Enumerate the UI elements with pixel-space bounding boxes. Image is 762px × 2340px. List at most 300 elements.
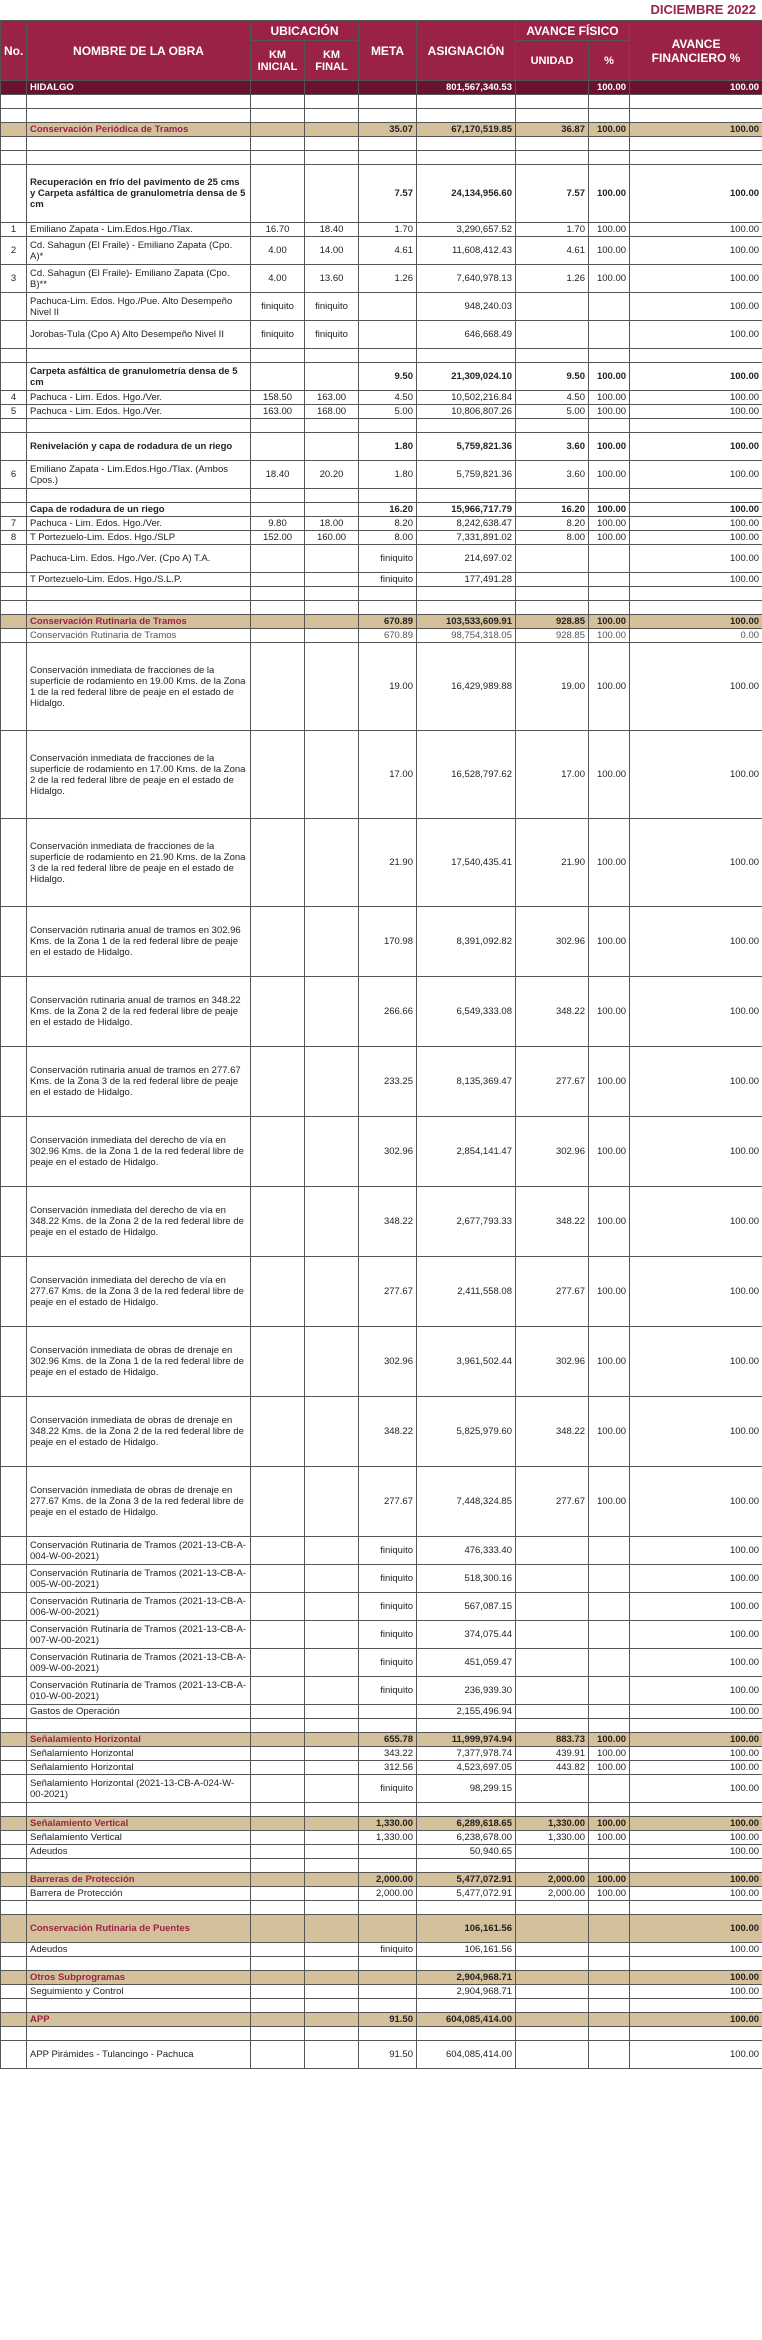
cell-km-final: [305, 109, 359, 123]
cell-nombre: T Portezuelo-Lim. Edos. Hgo./SLP: [27, 531, 251, 545]
cell-nombre: Pachuca - Lim. Edos. Hgo./Ver.: [27, 391, 251, 405]
cell-nombre: [27, 1957, 251, 1971]
cell-asignacion: 7,448,324.85: [417, 1467, 516, 1537]
cell-km-inicial: finiquito: [251, 293, 305, 321]
cell-meta: [359, 1957, 417, 1971]
cell-unidad: 1.26: [516, 265, 589, 293]
cell-meta: 655.78: [359, 1733, 417, 1747]
cell-asignacion: 5,477,072.91: [417, 1887, 516, 1901]
cell-unidad: [516, 1943, 589, 1957]
cell-no: [1, 433, 27, 461]
cell-asignacion: 7,640,978.13: [417, 265, 516, 293]
cell-km-final: [305, 81, 359, 95]
cell-no: [1, 363, 27, 391]
cell-nombre: Conservación inmediata de fracciones de la superficie de rodamiento en 17.00 Kms. de la Zona 2 de la red federal libre de peaje en el estado de Hidalgo.: [27, 731, 251, 819]
cell-km-inicial: [251, 419, 305, 433]
cell-km-inicial: [251, 819, 305, 907]
cell-asignacion: 10,502,216.84: [417, 391, 516, 405]
cell-avance-financiero: [630, 349, 762, 363]
cell-no: [1, 1873, 27, 1887]
cell-km-final: [305, 1719, 359, 1733]
cell-no: [1, 1761, 27, 1775]
cell-unidad: [516, 2041, 589, 2069]
cell-km-inicial: 163.00: [251, 405, 305, 419]
cell-km-inicial: [251, 1705, 305, 1719]
cell-km-final: [305, 123, 359, 137]
cell-km-final: [305, 1817, 359, 1831]
cell-unidad: [516, 349, 589, 363]
cell-asignacion: 11,608,412.43: [417, 237, 516, 265]
cell-pct: [589, 349, 630, 363]
cell-no: [1, 1999, 27, 2013]
cell-asignacion: [417, 1901, 516, 1915]
cell-pct: [589, 321, 630, 349]
cell-nombre: Gastos de Operación: [27, 1705, 251, 1719]
cell-pct: [589, 1859, 630, 1873]
cell-pct: [589, 1971, 630, 1985]
cell-avance-financiero: 100.00: [630, 2041, 762, 2069]
cell-meta: [359, 109, 417, 123]
table-row: [1, 123, 762, 137]
cell-km-inicial: [251, 1803, 305, 1817]
cell-km-final: [305, 1327, 359, 1397]
cell-meta: 4.50: [359, 391, 417, 405]
table-row: [1, 587, 762, 601]
table-row: [1, 1803, 762, 1817]
cell-km-inicial: [251, 433, 305, 461]
cell-avance-financiero: 100.00: [630, 1537, 762, 1565]
cell-no: [1, 2041, 27, 2069]
cell-km-final: [305, 1915, 359, 1943]
cell-asignacion: 2,904,968.71: [417, 1985, 516, 1999]
cell-meta: 277.67: [359, 1257, 417, 1327]
table-row: [1, 1719, 762, 1733]
cell-nombre: Conservación inmediata de fracciones de la superficie de rodamiento en 21.90 Kms. de la Zona 3 de la red federal libre de peaje en el estado de Hidalgo.: [27, 819, 251, 907]
cell-pct: 100.00: [589, 1117, 630, 1187]
cell-unidad: 443.82: [516, 1761, 589, 1775]
cell-km-final: [305, 545, 359, 573]
cell-meta: [359, 1803, 417, 1817]
cell-avance-financiero: 100.00: [630, 1817, 762, 1831]
cell-meta: 348.22: [359, 1397, 417, 1467]
cell-unidad: [516, 137, 589, 151]
cell-unidad: [516, 81, 589, 95]
cell-pct: [589, 573, 630, 587]
cell-km-final: [305, 1859, 359, 1873]
cell-pct: [589, 1565, 630, 1593]
cell-meta: [359, 1705, 417, 1719]
cell-asignacion: 5,477,072.91: [417, 1873, 516, 1887]
cell-km-final: [305, 1775, 359, 1803]
cell-no: [1, 1327, 27, 1397]
cell-km-final: [305, 601, 359, 615]
cell-km-inicial: [251, 165, 305, 223]
cell-avance-financiero: 100.00: [630, 1565, 762, 1593]
cell-pct: [589, 109, 630, 123]
cell-nombre: Señalamiento Vertical: [27, 1831, 251, 1845]
cell-asignacion: [417, 489, 516, 503]
cell-no: [1, 1817, 27, 1831]
cell-meta: 21.90: [359, 819, 417, 907]
cell-unidad: [516, 1705, 589, 1719]
cell-unidad: [516, 1957, 589, 1971]
table-row: [1, 2027, 762, 2041]
cell-no: [1, 907, 27, 977]
cell-avance-financiero: 100.00: [630, 405, 762, 419]
cell-km-inicial: [251, 1327, 305, 1397]
cell-unidad: [516, 1537, 589, 1565]
cell-pct: [589, 1649, 630, 1677]
cell-km-inicial: [251, 1593, 305, 1621]
cell-no: 2: [1, 237, 27, 265]
cell-meta: finiquito: [359, 573, 417, 587]
cell-asignacion: [417, 95, 516, 109]
table-row: [1, 1831, 762, 1845]
cell-avance-financiero: 100.00: [630, 363, 762, 391]
cell-unidad: [516, 1915, 589, 1943]
cell-unidad: 277.67: [516, 1257, 589, 1327]
table-row: [1, 265, 762, 293]
cell-no: [1, 137, 27, 151]
cell-km-final: [305, 151, 359, 165]
cell-meta: 302.96: [359, 1117, 417, 1187]
table-row: [1, 1705, 762, 1719]
cell-km-final: [305, 95, 359, 109]
cell-asignacion: 3,290,657.52: [417, 223, 516, 237]
cell-meta: [359, 419, 417, 433]
table-row: [1, 907, 762, 977]
cell-avance-financiero: [630, 601, 762, 615]
cell-km-final: [305, 1677, 359, 1705]
cell-avance-financiero: 100.00: [630, 1649, 762, 1677]
cell-unidad: [516, 419, 589, 433]
cell-unidad: 4.61: [516, 237, 589, 265]
cell-asignacion: 8,391,092.82: [417, 907, 516, 977]
cell-km-final: [305, 349, 359, 363]
table-row: [1, 461, 762, 489]
cell-km-inicial: [251, 2041, 305, 2069]
cell-meta: finiquito: [359, 1621, 417, 1649]
cell-meta: [359, 2027, 417, 2041]
cell-km-final: [305, 1831, 359, 1845]
cell-nombre: Conservación inmediata de obras de drenaje en 348.22 Kms. de la Zona 2 de la red federal libre de peaje en el estado de Hidalgo.: [27, 1397, 251, 1467]
cell-avance-financiero: [630, 1999, 762, 2013]
table-row: [1, 2041, 762, 2069]
cell-no: [1, 151, 27, 165]
cell-nombre: Señalamiento Vertical: [27, 1817, 251, 1831]
cell-no: [1, 1187, 27, 1257]
cell-pct: [589, 489, 630, 503]
cell-avance-financiero: [630, 95, 762, 109]
cell-pct: 100.00: [589, 731, 630, 819]
cell-unidad: [516, 1649, 589, 1677]
cell-pct: 100.00: [589, 391, 630, 405]
cell-km-inicial: [251, 1537, 305, 1565]
table-row: [1, 165, 762, 223]
cell-asignacion: 567,087.15: [417, 1593, 516, 1621]
cell-nombre: Pachuca - Lim. Edos. Hgo./Ver.: [27, 517, 251, 531]
cell-asignacion: [417, 109, 516, 123]
table-row: [1, 2013, 762, 2027]
cell-km-final: [305, 977, 359, 1047]
cell-km-inicial: [251, 1047, 305, 1117]
cell-meta: 233.25: [359, 1047, 417, 1117]
cell-no: [1, 321, 27, 349]
cell-km-inicial: [251, 2013, 305, 2027]
cell-meta: 91.50: [359, 2041, 417, 2069]
cell-pct: 100.00: [589, 363, 630, 391]
cell-pct: 100.00: [589, 1761, 630, 1775]
cell-km-inicial: [251, 1887, 305, 1901]
table-row: [1, 433, 762, 461]
cell-no: [1, 95, 27, 109]
cell-km-final: 18.00: [305, 517, 359, 531]
cell-km-inicial: [251, 1971, 305, 1985]
cell-meta: 343.22: [359, 1747, 417, 1761]
cell-avance-financiero: 100.00: [630, 2013, 762, 2027]
cell-km-inicial: [251, 1187, 305, 1257]
table-row: [1, 615, 762, 629]
cell-asignacion: [417, 349, 516, 363]
cell-meta: 8.00: [359, 531, 417, 545]
cell-unidad: 928.85: [516, 629, 589, 643]
cell-meta: 1.70: [359, 223, 417, 237]
cell-meta: finiquito: [359, 545, 417, 573]
cell-no: [1, 1397, 27, 1467]
table-row: [1, 1467, 762, 1537]
cell-nombre: Conservación inmediata de fracciones de la superficie de rodamiento en 19.00 Kms. de la Zona 1 de la red federal libre de peaje en el estado de Hidalgo.: [27, 643, 251, 731]
cell-unidad: 302.96: [516, 1327, 589, 1397]
cell-asignacion: 801,567,340.53: [417, 81, 516, 95]
cell-nombre: Señalamiento Horizontal: [27, 1733, 251, 1747]
cell-pct: [589, 1719, 630, 1733]
cell-meta: [359, 293, 417, 321]
cell-unidad: 7.57: [516, 165, 589, 223]
cell-meta: [359, 587, 417, 601]
col-avance-financiero: AVANCE FINANCIERO %: [630, 21, 762, 81]
cell-km-inicial: [251, 123, 305, 137]
cell-asignacion: 6,549,333.08: [417, 977, 516, 1047]
cell-no: [1, 503, 27, 517]
cell-pct: 100.00: [589, 1733, 630, 1747]
cell-avance-financiero: 100.00: [630, 1761, 762, 1775]
cell-unidad: 19.00: [516, 643, 589, 731]
cell-meta: 1.80: [359, 433, 417, 461]
cell-unidad: 439.91: [516, 1747, 589, 1761]
cell-pct: 100.00: [589, 1467, 630, 1537]
cell-km-final: [305, 433, 359, 461]
table-row: [1, 489, 762, 503]
cell-asignacion: 604,085,414.00: [417, 2013, 516, 2027]
cell-asignacion: [417, 2027, 516, 2041]
table-row: [1, 1397, 762, 1467]
col-km-final: KM FINAL: [305, 41, 359, 81]
cell-no: [1, 1901, 27, 1915]
cell-nombre: Conservación Rutinaria de Tramos (2021-13-CB-A-004-W-00-2021): [27, 1537, 251, 1565]
cell-asignacion: 17,540,435.41: [417, 819, 516, 907]
cell-km-inicial: 4.00: [251, 265, 305, 293]
cell-meta: [359, 1999, 417, 2013]
cell-km-final: [305, 363, 359, 391]
cell-avance-financiero: [630, 2027, 762, 2041]
cell-pct: 100.00: [589, 531, 630, 545]
report-date: DICIEMBRE 2022: [650, 2, 756, 17]
cell-meta: 302.96: [359, 1327, 417, 1397]
cell-avance-financiero: [630, 1957, 762, 1971]
table-row: [1, 1887, 762, 1901]
cell-meta: 1,330.00: [359, 1831, 417, 1845]
cell-nombre: Adeudos: [27, 1845, 251, 1859]
cell-avance-financiero: 100.00: [630, 731, 762, 819]
cell-no: 4: [1, 391, 27, 405]
cell-meta: 16.20: [359, 503, 417, 517]
cell-meta: [359, 151, 417, 165]
cell-pct: [589, 1705, 630, 1719]
cell-no: [1, 1705, 27, 1719]
cell-km-final: [305, 1845, 359, 1859]
cell-km-final: [305, 419, 359, 433]
cell-km-final: [305, 1733, 359, 1747]
cell-meta: [359, 489, 417, 503]
cell-asignacion: 214,697.02: [417, 545, 516, 573]
cell-nombre: Conservación Rutinaria de Tramos (2021-13-CB-A-005-W-00-2021): [27, 1565, 251, 1593]
table-row: [1, 1257, 762, 1327]
cell-avance-financiero: 100.00: [630, 1873, 762, 1887]
cell-unidad: 17.00: [516, 731, 589, 819]
table-row: [1, 977, 762, 1047]
cell-nombre: Capa de rodadura de un riego: [27, 503, 251, 517]
table-row: [1, 109, 762, 123]
cell-asignacion: [417, 1719, 516, 1733]
cell-km-inicial: [251, 1621, 305, 1649]
cell-pct: [589, 1775, 630, 1803]
cell-km-final: [305, 2027, 359, 2041]
cell-pct: 100.00: [589, 1831, 630, 1845]
cell-km-inicial: [251, 1761, 305, 1775]
cell-asignacion: 50,940.65: [417, 1845, 516, 1859]
cell-avance-financiero: [630, 151, 762, 165]
cell-nombre: Conservación Rutinaria de Tramos (2021-13-CB-A-007-W-00-2021): [27, 1621, 251, 1649]
cell-nombre: [27, 109, 251, 123]
cell-nombre: Renivelación y capa de rodadura de un riego: [27, 433, 251, 461]
cell-avance-financiero: 100.00: [630, 293, 762, 321]
cell-km-final: [305, 1257, 359, 1327]
col-unidad: UNIDAD: [516, 41, 589, 81]
cell-km-final: [305, 1621, 359, 1649]
cell-pct: 100.00: [589, 123, 630, 137]
cell-avance-financiero: [630, 489, 762, 503]
cell-km-final: [305, 731, 359, 819]
table-row: [1, 151, 762, 165]
cell-avance-financiero: 100.00: [630, 643, 762, 731]
cell-km-inicial: [251, 1859, 305, 1873]
cell-km-final: [305, 1761, 359, 1775]
cell-km-final: [305, 643, 359, 731]
cell-pct: [589, 1677, 630, 1705]
cell-km-inicial: [251, 137, 305, 151]
cell-km-final: [305, 615, 359, 629]
cell-asignacion: 5,759,821.36: [417, 433, 516, 461]
cell-nombre: [27, 1901, 251, 1915]
cell-pct: [589, 1901, 630, 1915]
cell-km-final: [305, 573, 359, 587]
cell-km-inicial: [251, 1999, 305, 2013]
cell-meta: 7.57: [359, 165, 417, 223]
cell-asignacion: [417, 601, 516, 615]
table-row: [1, 1957, 762, 1971]
cell-nombre: Jorobas-Tula (Cpo A) Alto Desempeño Nivel II: [27, 321, 251, 349]
cell-meta: 670.89: [359, 629, 417, 643]
table-row: [1, 95, 762, 109]
cell-pct: 100.00: [589, 1887, 630, 1901]
cell-meta: [359, 1901, 417, 1915]
cell-unidad: 928.85: [516, 615, 589, 629]
table-row: [1, 643, 762, 731]
cell-unidad: [516, 1677, 589, 1705]
cell-unidad: 302.96: [516, 907, 589, 977]
cell-nombre: Conservación inmediata de obras de drenaje en 302.96 Kms. de la Zona 1 de la red federal libre de peaje en el estado de Hidalgo.: [27, 1327, 251, 1397]
cell-meta: [359, 1845, 417, 1859]
cell-asignacion: 604,085,414.00: [417, 2041, 516, 2069]
cell-nombre: Cd. Sahagun (El Fraile)- Emiliano Zapata (Cpo. B)**: [27, 265, 251, 293]
cell-km-inicial: [251, 1817, 305, 1831]
cell-km-final: [305, 1187, 359, 1257]
cell-pct: [589, 419, 630, 433]
table-row: [1, 503, 762, 517]
table-row: [1, 321, 762, 349]
cell-unidad: [516, 1845, 589, 1859]
cell-pct: 100.00: [589, 629, 630, 643]
cell-avance-financiero: 100.00: [630, 1747, 762, 1761]
cell-avance-financiero: 100.00: [630, 1677, 762, 1705]
cell-unidad: 16.20: [516, 503, 589, 517]
cell-avance-financiero: [630, 419, 762, 433]
cell-avance-financiero: [630, 137, 762, 151]
cell-pct: 100.00: [589, 81, 630, 95]
cell-nombre: Otros Subprogramas: [27, 1971, 251, 1985]
cell-km-inicial: [251, 573, 305, 587]
cell-nombre: [27, 587, 251, 601]
cell-asignacion: 98,299.15: [417, 1775, 516, 1803]
cell-no: [1, 1957, 27, 1971]
cell-meta: 312.56: [359, 1761, 417, 1775]
cell-meta: 17.00: [359, 731, 417, 819]
cell-km-inicial: [251, 81, 305, 95]
cell-unidad: [516, 95, 589, 109]
cell-pct: 100.00: [589, 265, 630, 293]
cell-no: [1, 1985, 27, 1999]
cell-unidad: [516, 2013, 589, 2027]
cell-nombre: [27, 349, 251, 363]
cell-no: [1, 489, 27, 503]
table-row: [1, 81, 762, 95]
cell-pct: [589, 1957, 630, 1971]
col-ubicacion: UBICACIÓN: [251, 21, 359, 41]
cell-avance-financiero: 100.00: [630, 573, 762, 587]
cell-pct: 100.00: [589, 503, 630, 517]
cell-km-inicial: [251, 545, 305, 573]
cell-avance-financiero: 100.00: [630, 1831, 762, 1845]
cell-meta: 5.00: [359, 405, 417, 419]
cell-meta: 35.07: [359, 123, 417, 137]
cell-pct: 100.00: [589, 1257, 630, 1327]
cell-no: [1, 1845, 27, 1859]
cell-km-inicial: [251, 1901, 305, 1915]
cell-avance-financiero: 100.00: [630, 1887, 762, 1901]
cell-unidad: [516, 1971, 589, 1985]
cell-nombre: Conservación rutinaria anual de tramos en 277.67 Kms. de la Zona 3 de la red federal libre de peaje en el estado de Hidalgo.: [27, 1047, 251, 1117]
cell-nombre: Conservación Rutinaria de Tramos: [27, 615, 251, 629]
